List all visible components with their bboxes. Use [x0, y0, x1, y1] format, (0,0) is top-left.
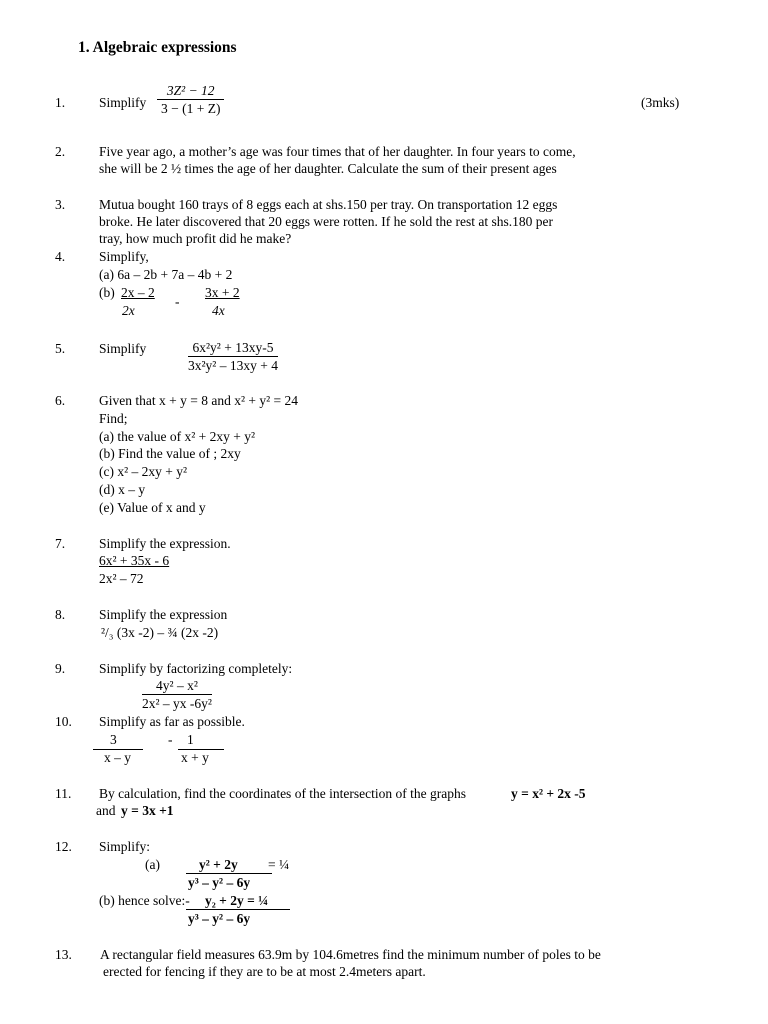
fraction-numerator: y² + 2y: [199, 857, 238, 872]
question-text: Simplify as far as possible.: [99, 714, 245, 729]
question-line: A rectangular field measures 63.9m by 104.6metres find the minimum number of poles to be: [100, 947, 601, 962]
fraction-denominator: 4x: [212, 303, 225, 318]
question-text: Simplify: [99, 341, 147, 356]
fraction-denominator: 2x: [122, 303, 135, 318]
question-part: (c) x² – 2xy + y²: [99, 464, 188, 479]
question-number: 7.: [55, 536, 66, 551]
question-text: Simplify the expression: [99, 607, 228, 622]
question-part: (a) the value of x² + 2xy + y²: [99, 429, 256, 444]
minus-sign: -: [168, 732, 173, 747]
question-text: Find;: [99, 411, 128, 426]
equation: y = x² + 2x -5: [511, 786, 586, 801]
equation: y = 3x +1: [121, 803, 174, 818]
question-line: she will be 2 ½ times the age of her daughter. Calculate the sum of their present ages: [99, 161, 557, 176]
question-text: Simplify the expression.: [99, 536, 231, 551]
question-part: (b) Find the value of ; 2xy: [99, 446, 241, 461]
fraction-numerator: 3x + 2: [205, 285, 240, 300]
question-line: tray, how much profit did he make?: [99, 231, 292, 246]
question-text: By calculation, find the coordinates of the intersection of the graphs: [99, 786, 467, 801]
question-number: 5.: [55, 341, 66, 356]
fraction-numerator: 2x – 2: [121, 285, 155, 300]
fraction: [142, 677, 212, 712]
question-number: 6.: [55, 393, 66, 408]
question-text: Simplify:: [99, 839, 151, 854]
fraction-denominator: y³ – y² – 6y: [188, 911, 251, 926]
question-number: 3.: [55, 197, 66, 212]
question-text: Simplify,: [99, 249, 149, 264]
question-number: 4.: [55, 249, 66, 264]
fraction-denominator: x + y: [181, 750, 209, 765]
question-line: Five year ago, a mother’s age was four times that of her daughter. In four years to come,: [99, 144, 576, 159]
question-part-label: (b) hence solve:-: [99, 893, 190, 908]
question-number: 9.: [55, 661, 66, 676]
math-expression: ²/₃ (3x -2) – ¾ (2x -2): [101, 625, 219, 640]
question-number: 1.: [55, 95, 66, 110]
marks-label: (3mks): [641, 95, 680, 110]
fraction-denominator: 3 − (1 + Z): [161, 101, 221, 116]
fraction-denominator: y³ – y² – 6y: [188, 875, 251, 890]
question-number: 13.: [55, 947, 72, 962]
question-number: 8.: [55, 607, 66, 622]
fraction-denominator: 2x² – 72: [99, 571, 144, 586]
fraction-denominator: 3x²y² – 13xy + 4: [188, 358, 278, 373]
question-part: (d) x – y: [99, 482, 146, 497]
question-part-label: (b): [99, 285, 115, 300]
question-line: Mutua bought 160 trays of 8 eggs each at shs.150 per tray. On transportation 12 eggs: [99, 197, 558, 212]
question-number: 12.: [55, 839, 72, 854]
question-number: 10.: [55, 714, 72, 729]
fraction-numerator: y₂ + 2y = ¼: [205, 893, 269, 908]
question-part: (e) Value of x and y: [99, 500, 206, 515]
question-number: 2.: [55, 144, 66, 159]
fraction-denominator: x – y: [104, 750, 131, 765]
page-title: 1. Algebraic expressions: [78, 39, 237, 56]
fraction-numerator: 3: [110, 732, 117, 747]
question-number: 11.: [55, 786, 72, 801]
question-line: broke. He later discovered that 20 eggs were rotten. If he sold the rest at shs.180 per: [99, 214, 553, 229]
question-text: and: [96, 803, 116, 818]
question-line: erected for fencing if they are to be at most 2.4meters apart.: [103, 964, 426, 979]
question-part: (a) 6a – 2b + 7a – 4b + 2: [99, 267, 233, 282]
fraction-denominator: 2x² – yx -6y²: [142, 696, 212, 711]
fraction: [188, 339, 278, 374]
fraction-numerator: 6x² + 35x - 6: [99, 553, 170, 568]
minus-sign: -: [175, 294, 180, 309]
fraction-numerator: 6x²y² + 13xy-5: [188, 339, 278, 357]
fraction-numerator: 4y² – x²: [142, 677, 212, 695]
fraction-numerator: 1: [187, 732, 194, 747]
question-part-label: (a): [145, 857, 160, 872]
question-text: Simplify by factorizing completely:: [99, 661, 293, 676]
question-text: Given that x + y = 8 and x² + y² = 24: [99, 393, 299, 408]
question-text: Simplify: [99, 95, 147, 110]
fraction: [157, 82, 224, 117]
fraction-numerator: 3Z² − 12: [157, 82, 224, 100]
equals-value: = ¼: [268, 857, 290, 872]
